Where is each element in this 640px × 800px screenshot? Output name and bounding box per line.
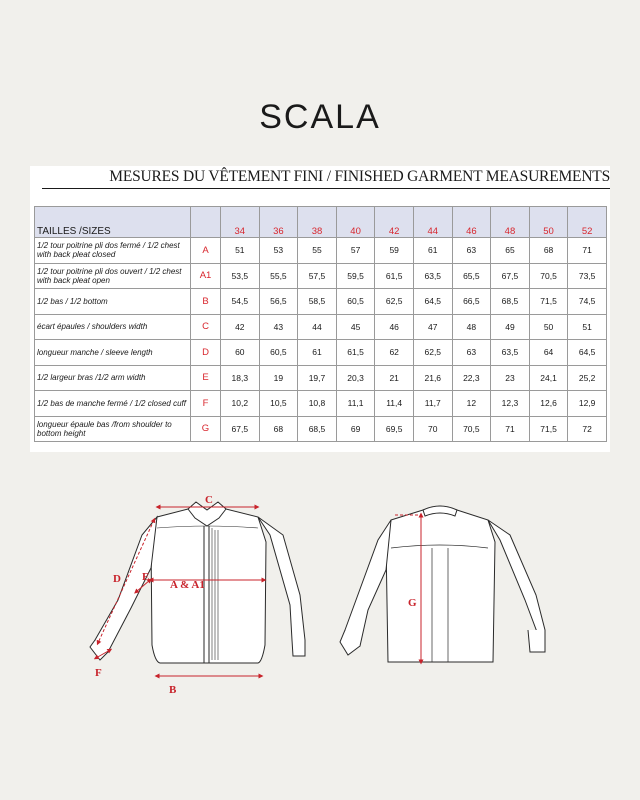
measurement-value: 71 [568,238,607,264]
measurement-value: 22,3 [452,365,491,391]
size-header: 38 [298,207,337,238]
measurement-label: 1/2 tour poitrine pli dos ouvert / 1/2 chest with back pleat open [35,263,191,289]
label-e: E [142,571,150,583]
measurement-value: 69 [336,416,375,442]
label-d: D [113,573,121,585]
measurement-value: 74,5 [568,289,607,315]
measurement-value: 55,5 [259,263,298,289]
measurement-code: B [191,289,221,315]
measurement-code: C [191,314,221,340]
label-c: C [205,494,213,506]
table-row [35,365,607,391]
measurement-code: A1 [191,263,221,289]
measurement-code: G [191,416,221,442]
measurement-value: 63,5 [413,263,452,289]
measurement-code: F [191,391,221,417]
measurement-value: 11,1 [336,391,375,417]
measurement-label: 1/2 bas / 1/2 bottom [35,289,191,315]
measurement-value: 21 [375,365,414,391]
measurement-value: 12,9 [568,391,607,417]
size-header: 36 [259,207,298,238]
label-b: B [169,684,177,696]
size-header: 46 [452,207,491,238]
measurement-value: 24,1 [529,365,568,391]
size-header: 48 [491,207,530,238]
measurement-label: longueur manche / sleeve length [35,340,191,366]
sizes-header-label: TAILLES /SIZES [35,207,191,238]
label-g: G [408,597,417,609]
measurement-value: 20,3 [336,365,375,391]
table-row [35,238,607,264]
measurement-value: 66,5 [452,289,491,315]
measurement-value: 56,5 [259,289,298,315]
measurement-value: 71,5 [529,416,568,442]
size-header: 50 [529,207,568,238]
size-header: 52 [568,207,607,238]
measurement-value: 62,5 [375,289,414,315]
measurement-value: 12,6 [529,391,568,417]
measurement-label: 1/2 tour poitrine pli dos fermé / 1/2 chest with back pleat closed [35,238,191,264]
measurement-label: écart épaules / shoulders width [35,314,191,340]
measurement-value: 60,5 [259,340,298,366]
table-body [35,238,607,442]
table-row [35,263,607,289]
size-header: 44 [413,207,452,238]
measurement-value: 67,5 [491,263,530,289]
measurement-value: 55 [298,238,337,264]
measurement-value: 69,5 [375,416,414,442]
measurement-value: 25,2 [568,365,607,391]
measurement-value: 62,5 [413,340,452,366]
measurement-value: 64,5 [413,289,452,315]
measurement-value: 19 [259,365,298,391]
table-title: MESURES DU VÊTEMENT FINI / FINISHED GARMENT MEASUREMENTS [42,168,610,189]
measurement-value: 67,5 [221,416,260,442]
measurement-value: 21,6 [413,365,452,391]
measurement-value: 68 [259,416,298,442]
size-header: 34 [221,207,260,238]
measurement-value: 60,5 [336,289,375,315]
measurement-value: 10,2 [221,391,260,417]
measurement-label: longueur épaule bas /from shoulder to bottom height [35,416,191,442]
measurement-value: 65,5 [452,263,491,289]
measurement-value: 63 [452,238,491,264]
measurement-value: 70 [413,416,452,442]
measurement-value: 61,5 [336,340,375,366]
measurement-value: 61 [298,340,337,366]
table-header-row [35,207,607,238]
garment-diagram [0,480,640,720]
measurement-value: 63 [452,340,491,366]
measurement-value: 63,5 [491,340,530,366]
measurements-table [34,206,607,442]
measurement-value: 57,5 [298,263,337,289]
measurement-value: 45 [336,314,375,340]
measurement-value: 60 [221,340,260,366]
table-row [35,391,607,417]
measurement-value: 72 [568,416,607,442]
measurement-value: 53,5 [221,263,260,289]
measurement-value: 18,3 [221,365,260,391]
measurement-value: 59 [375,238,414,264]
measurement-value: 62 [375,340,414,366]
measurement-value: 59,5 [336,263,375,289]
measurement-code: A [191,238,221,264]
measurement-value: 68,5 [491,289,530,315]
size-header: 42 [375,207,414,238]
measurement-value: 71,5 [529,289,568,315]
measurement-value: 44 [298,314,337,340]
measurement-value: 10,8 [298,391,337,417]
measurement-value: 64 [529,340,568,366]
measurement-value: 46 [375,314,414,340]
measurement-value: 71 [491,416,530,442]
measurement-value: 47 [413,314,452,340]
measurement-value: 70,5 [452,416,491,442]
measurement-value: 53 [259,238,298,264]
measurement-code: D [191,340,221,366]
measurement-value: 58,5 [298,289,337,315]
table-row [35,289,607,315]
measurement-value: 70,5 [529,263,568,289]
size-header: 40 [336,207,375,238]
measurement-value: 73,5 [568,263,607,289]
measurement-value: 12,3 [491,391,530,417]
measurement-value: 12 [452,391,491,417]
measurement-code: E [191,365,221,391]
label-f: F [95,667,102,679]
measurement-value: 68 [529,238,568,264]
measurement-value: 43 [259,314,298,340]
measurement-value: 10,5 [259,391,298,417]
measurement-value: 19,7 [298,365,337,391]
measurement-value: 48 [452,314,491,340]
measurement-value: 61,5 [375,263,414,289]
measurement-value: 65 [491,238,530,264]
measurement-label: 1/2 bas de manche fermé / 1/2 closed cuff [35,391,191,417]
measurement-value: 51 [568,314,607,340]
measurement-value: 61 [413,238,452,264]
measurement-value: 11,7 [413,391,452,417]
measurement-sheet [30,166,610,452]
measurement-value: 11,4 [375,391,414,417]
code-header-cell [191,207,221,238]
measurement-value: 68,5 [298,416,337,442]
table-row [35,340,607,366]
measurement-value: 49 [491,314,530,340]
measurement-value: 64,5 [568,340,607,366]
measurement-value: 50 [529,314,568,340]
table-row [35,416,607,442]
measurement-label: 1/2 largeur bras /1/2 arm width [35,365,191,391]
measurement-value: 23 [491,365,530,391]
measurement-value: 57 [336,238,375,264]
label-a-a1: A & A1 [170,579,205,591]
brand-logo: SCALA [259,98,381,136]
measurement-value: 51 [221,238,260,264]
measurement-value: 54,5 [221,289,260,315]
table-row [35,314,607,340]
shirt-back-drawing [340,506,545,662]
measurement-value: 42 [221,314,260,340]
